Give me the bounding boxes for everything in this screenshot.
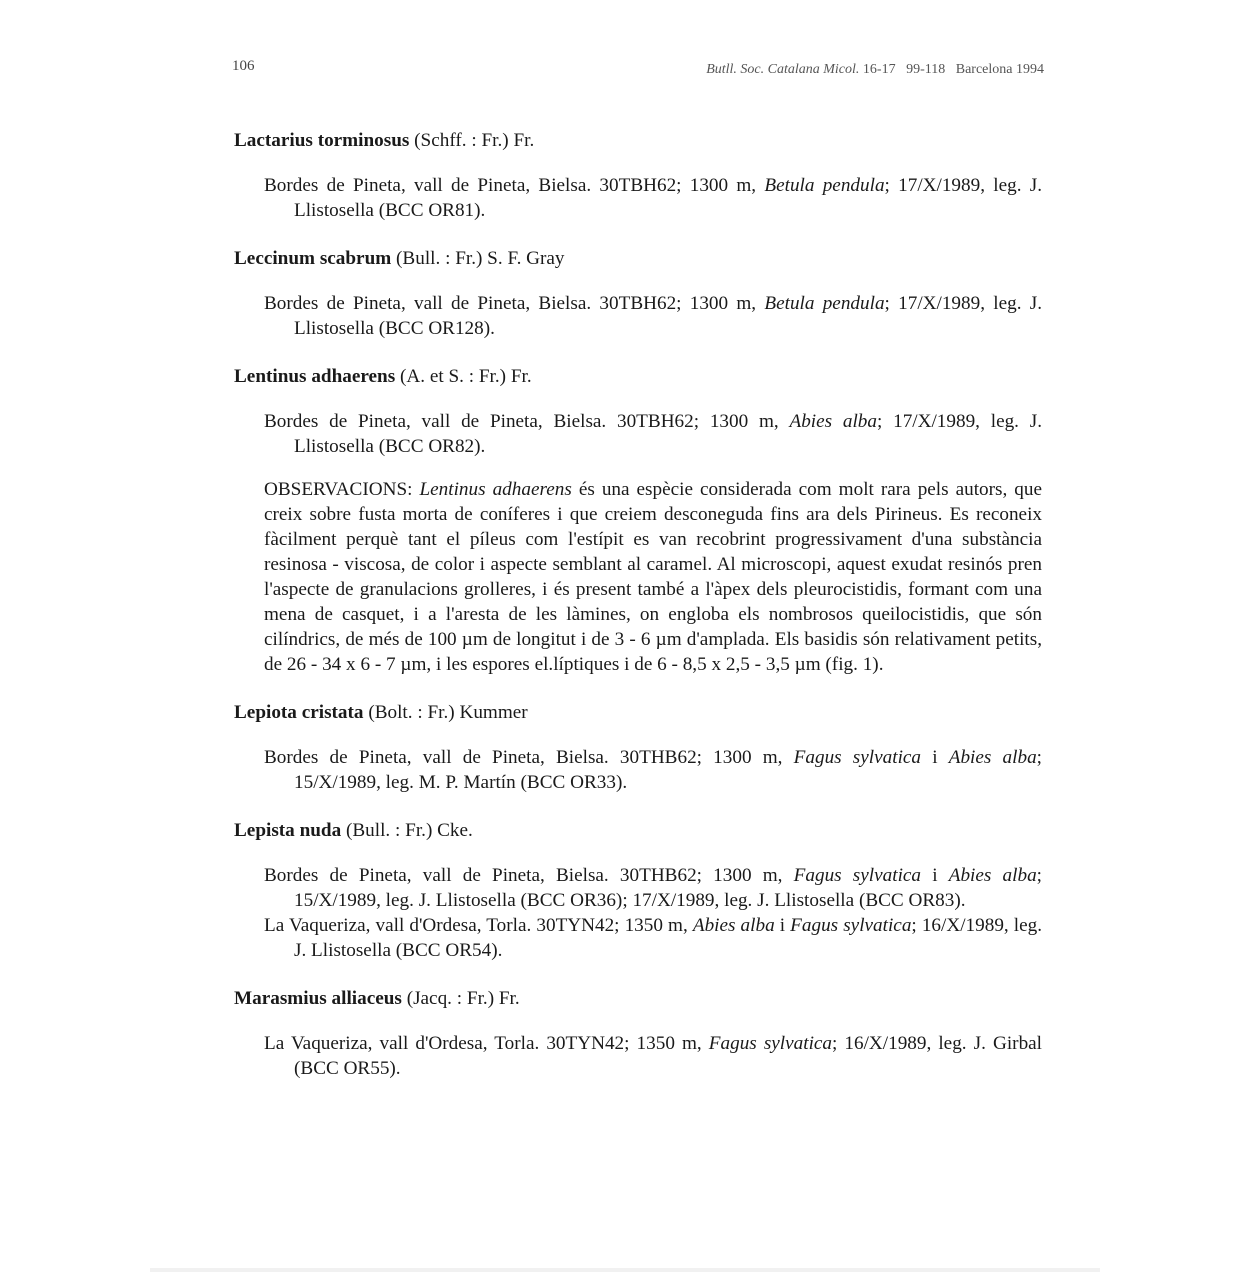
host-taxon: Fagus sylvatica	[790, 915, 912, 936]
host-taxon: Abies alba	[948, 865, 1037, 886]
host-taxon: Betula pendula	[764, 175, 885, 196]
record-text: i	[932, 747, 938, 768]
journal-place-year: Barcelona 1994	[955, 62, 1044, 77]
host-taxon: Abies alba	[692, 915, 775, 936]
epithet: alliaceus	[331, 988, 402, 1009]
scan-edge-shadow	[150, 1268, 1100, 1272]
collection-record	[264, 173, 1042, 223]
species-heading	[234, 700, 1042, 725]
record-text: Bordes de Pineta, vall de Pineta, Bielsa. 30TBH62; 1300 m,	[264, 175, 757, 196]
genus: Lactarius	[234, 130, 313, 151]
epithet: torminosus	[317, 130, 410, 151]
epithet: scabrum	[319, 248, 392, 269]
observations-text: és una espècie considerada com molt rara pels autors, que creix sobre fusta morta de coníferes i que creiem desconeguda fins ara dels Pirineus. Es reconeix fàcilment perquè tant el píleus com l'estípit es van recobrint progressivament d'una substància resinosa - viscosa, de color i aspecte semblant al caramel. Al microscopi, aquest exudat resinós pren l'aspecte de granulacions grolleres, i és present també a l'àpex dels pleurocistidis, formant com una mena de casquet, i a l'aresta de les làmines, on engloba els nombrosos queilocistidis, que són cilíndrics, de més de 100 µm de longitut i de 3 - 6 µm d'amplada. Els basidis són relativament petits, de 26 - 34 x 6 - 7 µm, i les espores el.líptiques i de 6 - 8,5 x 2,5 - 3,5 µm (fig. 1).	[264, 479, 1043, 675]
running-header	[706, 62, 1044, 78]
epithet: cristata	[301, 702, 364, 723]
record-text: Bordes de Pineta, vall de Pineta, Bielsa. 30THB62; 1300 m,	[264, 747, 783, 768]
collection-record	[264, 291, 1042, 341]
record-text: Bordes de Pineta, vall de Pineta, Bielsa. 30TBH62; 1300 m,	[264, 293, 757, 314]
record-text: ; 16/X/1989, leg. J. Llistosella (BCC OR54).	[294, 915, 1043, 961]
species-heading	[234, 246, 1042, 271]
journal-pages: 99-118	[906, 62, 946, 77]
record-text: ; 16/X/1989, leg. J. Girbal (BCC OR55).	[294, 1033, 1043, 1079]
collection-record	[264, 745, 1042, 795]
authority: (Bull. : Fr.) S. F. Gray	[396, 248, 565, 269]
journal-volume: 16-17	[862, 62, 896, 77]
host-taxon: Fagus sylvatica	[793, 865, 922, 886]
collection-record	[264, 863, 1042, 913]
journal-name: Butll. Soc. Catalana Micol.	[706, 62, 860, 77]
record-text: Bordes de Pineta, vall de Pineta, Bielsa. 30TBH62; 1300 m,	[264, 411, 779, 432]
collection-record	[264, 1031, 1042, 1081]
observations-label: OBSERVACIONS:	[264, 479, 413, 500]
record-text: i	[779, 915, 786, 936]
species-heading	[234, 364, 1042, 389]
page-number: 106	[232, 58, 255, 74]
observations-taxon: Lentinus adhaerens	[419, 479, 572, 500]
authority: (Schff. : Fr.) Fr.	[414, 130, 535, 151]
observations	[264, 477, 1042, 677]
authority: (A. et S. : Fr.) Fr.	[399, 366, 532, 387]
host-taxon: Fagus sylvatica	[708, 1033, 833, 1054]
article-body	[234, 128, 1042, 1081]
species-heading	[234, 986, 1042, 1011]
record-text: La Vaqueriza, vall d'Ordesa, Torla. 30TYN42; 1350 m,	[264, 1033, 702, 1054]
authority: (Bolt. : Fr.) Kummer	[368, 702, 528, 723]
species-heading	[234, 128, 1042, 153]
record-text: La Vaqueriza, vall d'Ordesa, Torla. 30TYN42; 1350 m,	[264, 915, 688, 936]
collection-record	[264, 409, 1042, 459]
epithet: nuda	[299, 820, 342, 841]
record-text: i	[932, 865, 938, 886]
species-heading	[234, 818, 1042, 843]
host-taxon: Betula pendula	[764, 293, 885, 314]
genus: Lentinus	[234, 366, 307, 387]
authority: (Jacq. : Fr.) Fr.	[406, 988, 520, 1009]
genus: Lepista	[234, 820, 295, 841]
collection-record	[264, 913, 1042, 963]
record-text: ; 17/X/1989, leg. J. Llistosella (BCC OR82).	[294, 411, 1043, 457]
genus: Lepiota	[234, 702, 297, 723]
record-text: ; 15/X/1989, leg. J. Llistosella (BCC OR36); 17/X/1989, leg. J. Llistosella (BCC OR83).	[294, 865, 1043, 911]
genus: Marasmius	[234, 988, 327, 1009]
host-taxon: Fagus sylvatica	[793, 747, 922, 768]
authority: (Bull. : Fr.) Cke.	[345, 820, 473, 841]
record-text: ; 15/X/1989, leg. M. P. Martín (BCC OR33).	[294, 747, 1043, 793]
record-text: ; 17/X/1989, leg. J. Llistosella (BCC OR81).	[294, 175, 1043, 221]
epithet: adhaerens	[311, 366, 396, 387]
record-text: ; 17/X/1989, leg. J. Llistosella (BCC OR128).	[294, 293, 1043, 339]
record-text: Bordes de Pineta, vall de Pineta, Bielsa. 30THB62; 1300 m,	[264, 865, 783, 886]
host-taxon: Abies alba	[948, 747, 1037, 768]
genus: Leccinum	[234, 248, 316, 269]
host-taxon: Abies alba	[789, 411, 877, 432]
